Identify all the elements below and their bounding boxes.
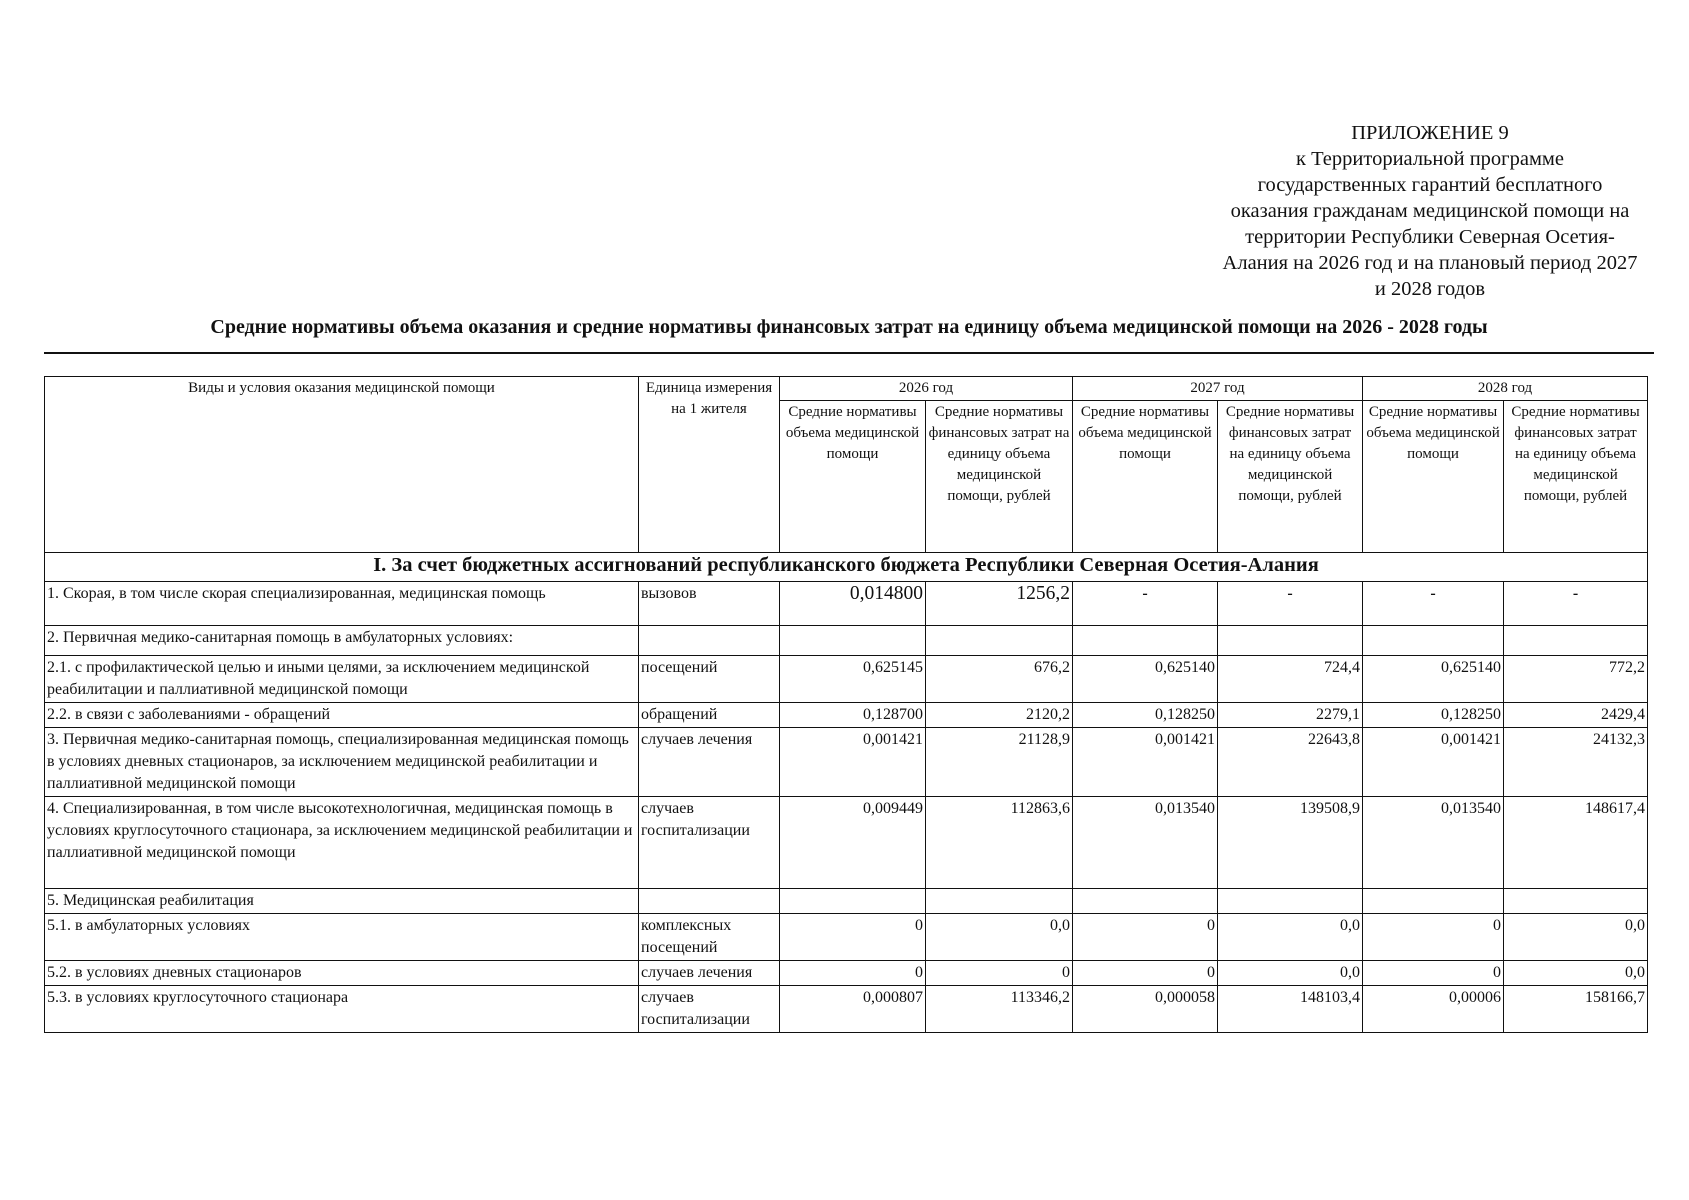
cell-2027-cost: - bbox=[1218, 582, 1363, 626]
header-kind: Виды и условия оказания медицинской помощи bbox=[45, 377, 639, 553]
cell-2028-cost: 24132,3 bbox=[1504, 728, 1648, 797]
header-2028-cost: Средние нормативы финансовых затрат на единицу объема медицинской помощи, рублей bbox=[1504, 401, 1648, 553]
cell-2026-cost: 2120,2 bbox=[926, 703, 1073, 728]
table-row bbox=[45, 656, 1648, 703]
row-name: 5.3. в условиях круглосуточного стационара bbox=[45, 986, 639, 1033]
cell-2027-cost: 148103,4 bbox=[1218, 986, 1363, 1033]
norms-table bbox=[44, 376, 1648, 1033]
row-unit: посещений bbox=[639, 656, 780, 703]
cell-2026-volume: 0,001421 bbox=[780, 728, 926, 797]
cell-2027-volume: 0,000058 bbox=[1073, 986, 1218, 1033]
table-row bbox=[45, 626, 1648, 656]
table-row bbox=[45, 582, 1648, 626]
row-name: 5.2. в условиях дневных стационаров bbox=[45, 961, 639, 986]
cell-2027-volume: 0 bbox=[1073, 914, 1218, 961]
cell-2026-volume bbox=[780, 626, 926, 656]
row-name: 5. Медицинская реабилитация bbox=[45, 889, 639, 914]
cell-2026-volume: 0 bbox=[780, 961, 926, 986]
table-row bbox=[45, 703, 1648, 728]
section-row bbox=[45, 553, 1648, 582]
row-unit: случаев лечения bbox=[639, 728, 780, 797]
appendix-line: оказания гражданам медицинской помощи на bbox=[1230, 200, 1630, 222]
header-year-2028: 2028 год bbox=[1363, 377, 1648, 401]
cell-2026-cost: 0,0 bbox=[926, 914, 1073, 961]
cell-2027-cost: 139508,9 bbox=[1218, 797, 1363, 889]
cell-2027-volume: 0 bbox=[1073, 961, 1218, 986]
row-unit: комплексных посещений bbox=[639, 914, 780, 961]
cell-2026-volume: 0,014800 bbox=[780, 582, 926, 626]
cell-2027-cost: 724,4 bbox=[1218, 656, 1363, 703]
table-row bbox=[45, 914, 1648, 961]
row-unit: случаев госпитализации bbox=[639, 797, 780, 889]
cell-2026-volume: 0,000807 bbox=[780, 986, 926, 1033]
row-name: 2. Первичная медико-санитарная помощь в амбулаторных условиях: bbox=[45, 626, 639, 656]
cell-2028-volume bbox=[1363, 889, 1504, 914]
cell-2027-volume bbox=[1073, 889, 1218, 914]
header-unit: Единица измерения на 1 жителя bbox=[639, 377, 780, 553]
cell-2026-volume bbox=[780, 889, 926, 914]
cell-2026-volume: 0,128700 bbox=[780, 703, 926, 728]
row-unit: вызовов bbox=[639, 582, 780, 626]
cell-2026-volume: 0 bbox=[780, 914, 926, 961]
cell-2027-volume: 0,013540 bbox=[1073, 797, 1218, 889]
cell-2028-cost: 2429,4 bbox=[1504, 703, 1648, 728]
appendix-block bbox=[1200, 120, 1660, 302]
cell-2027-volume bbox=[1073, 626, 1218, 656]
cell-2026-cost: 113346,2 bbox=[926, 986, 1073, 1033]
header-year-2027: 2027 год bbox=[1073, 377, 1363, 401]
table-row bbox=[45, 889, 1648, 914]
header-year-2026: 2026 год bbox=[780, 377, 1073, 401]
row-unit bbox=[639, 626, 780, 656]
cell-2027-cost: 2279,1 bbox=[1218, 703, 1363, 728]
cell-2026-cost bbox=[926, 889, 1073, 914]
cell-2027-volume: 0,001421 bbox=[1073, 728, 1218, 797]
cell-2027-cost: 0,0 bbox=[1218, 961, 1363, 986]
table-row bbox=[45, 797, 1648, 889]
cell-2026-volume: 0,625145 bbox=[780, 656, 926, 703]
row-name: 2.2. в связи с заболеваниями - обращений bbox=[45, 703, 639, 728]
row-unit: случаев лечения bbox=[639, 961, 780, 986]
title-underline bbox=[44, 352, 1654, 354]
header-2028-volume: Средние нормативы объема медицинской помощи bbox=[1363, 401, 1504, 553]
document-title: Средние нормативы объема оказания и средние нормативы финансовых затрат на единицу объема медицинской помощи на 2026 - 2028 годы bbox=[210, 316, 1488, 338]
appendix-line: государственных гарантий бесплатного bbox=[1257, 174, 1603, 196]
cell-2028-cost: - bbox=[1504, 582, 1648, 626]
row-name: 4. Специализированная, в том числе высокотехнологичная, медицинская помощь в условиях круглосуточного стационара, за исключением медицинской реабилитации и паллиативной медицинской помощи bbox=[45, 797, 639, 889]
cell-2028-cost bbox=[1504, 626, 1648, 656]
cell-2026-cost: 0 bbox=[926, 961, 1073, 986]
cell-2027-volume: 0,625140 bbox=[1073, 656, 1218, 703]
table-row bbox=[45, 728, 1648, 797]
header-2027-cost: Средние нормативы финансовых затрат на единицу объема медицинской помощи, рублей bbox=[1218, 401, 1363, 553]
cell-2028-volume bbox=[1363, 626, 1504, 656]
table-row bbox=[45, 986, 1648, 1033]
appendix-line: территории Республики Северная Осетия- bbox=[1245, 226, 1615, 248]
cell-2027-volume: 0,128250 bbox=[1073, 703, 1218, 728]
appendix-line: Алания на 2026 год и на плановый период 2027 bbox=[1222, 252, 1638, 274]
cell-2027-volume: - bbox=[1073, 582, 1218, 626]
cell-2028-volume: 0,625140 bbox=[1363, 656, 1504, 703]
row-name: 2.1. с профилактической целью и иными целями, за исключением медицинской реабилитации и паллиативной медицинской помощи bbox=[45, 656, 639, 703]
cell-2027-cost: 22643,8 bbox=[1218, 728, 1363, 797]
cell-2028-volume: 0 bbox=[1363, 914, 1504, 961]
cell-2028-volume: 0,013540 bbox=[1363, 797, 1504, 889]
row-unit bbox=[639, 889, 780, 914]
cell-2027-cost bbox=[1218, 889, 1363, 914]
row-name: 3. Первичная медико-санитарная помощь, специализированная медицинская помощь в условиях дневных стационаров, за исключением медицинской реабилитации и паллиативной медицинской помощи bbox=[45, 728, 639, 797]
cell-2028-cost bbox=[1504, 889, 1648, 914]
appendix-line: и 2028 годов bbox=[1374, 278, 1486, 300]
cell-2028-volume: 0,128250 bbox=[1363, 703, 1504, 728]
cell-2026-cost bbox=[926, 626, 1073, 656]
cell-2028-volume: - bbox=[1363, 582, 1504, 626]
cell-2026-cost: 1256,2 bbox=[926, 582, 1073, 626]
cell-2027-cost: 0,0 bbox=[1218, 914, 1363, 961]
cell-2026-volume: 0,009449 bbox=[780, 797, 926, 889]
cell-2028-cost: 0,0 bbox=[1504, 914, 1648, 961]
cell-2028-volume: 0,001421 bbox=[1363, 728, 1504, 797]
appendix-heading: ПРИЛОЖЕНИЕ 9 bbox=[1351, 122, 1509, 144]
header-2027-volume: Средние нормативы объема медицинской помощи bbox=[1073, 401, 1218, 553]
cell-2026-cost: 112863,6 bbox=[926, 797, 1073, 889]
header-2026-volume: Средние нормативы объема медицинской помощи bbox=[780, 401, 926, 553]
cell-2028-cost: 158166,7 bbox=[1504, 986, 1648, 1033]
cell-2026-cost: 676,2 bbox=[926, 656, 1073, 703]
cell-2028-cost: 0,0 bbox=[1504, 961, 1648, 986]
cell-2027-cost bbox=[1218, 626, 1363, 656]
cell-2028-volume: 0,00006 bbox=[1363, 986, 1504, 1033]
cell-2028-volume: 0 bbox=[1363, 961, 1504, 986]
appendix-line: к Территориальной программе bbox=[1295, 148, 1564, 170]
row-name: 1. Скорая, в том числе скорая специализированная, медицинская помощь bbox=[45, 582, 639, 626]
row-unit: обращений bbox=[639, 703, 780, 728]
table-row bbox=[45, 961, 1648, 986]
cell-2028-cost: 772,2 bbox=[1504, 656, 1648, 703]
row-unit: случаев госпитализации bbox=[639, 986, 780, 1033]
section-title: I. За счет бюджетных ассигнований республиканского бюджета Республики Северная Осетия-Алания bbox=[45, 553, 1648, 582]
row-name: 5.1. в амбулаторных условиях bbox=[45, 914, 639, 961]
cell-2028-cost: 148617,4 bbox=[1504, 797, 1648, 889]
header-2026-cost: Средние нормативы финансовых затрат на единицу объема медицинской помощи, рублей bbox=[926, 401, 1073, 553]
cell-2026-cost: 21128,9 bbox=[926, 728, 1073, 797]
